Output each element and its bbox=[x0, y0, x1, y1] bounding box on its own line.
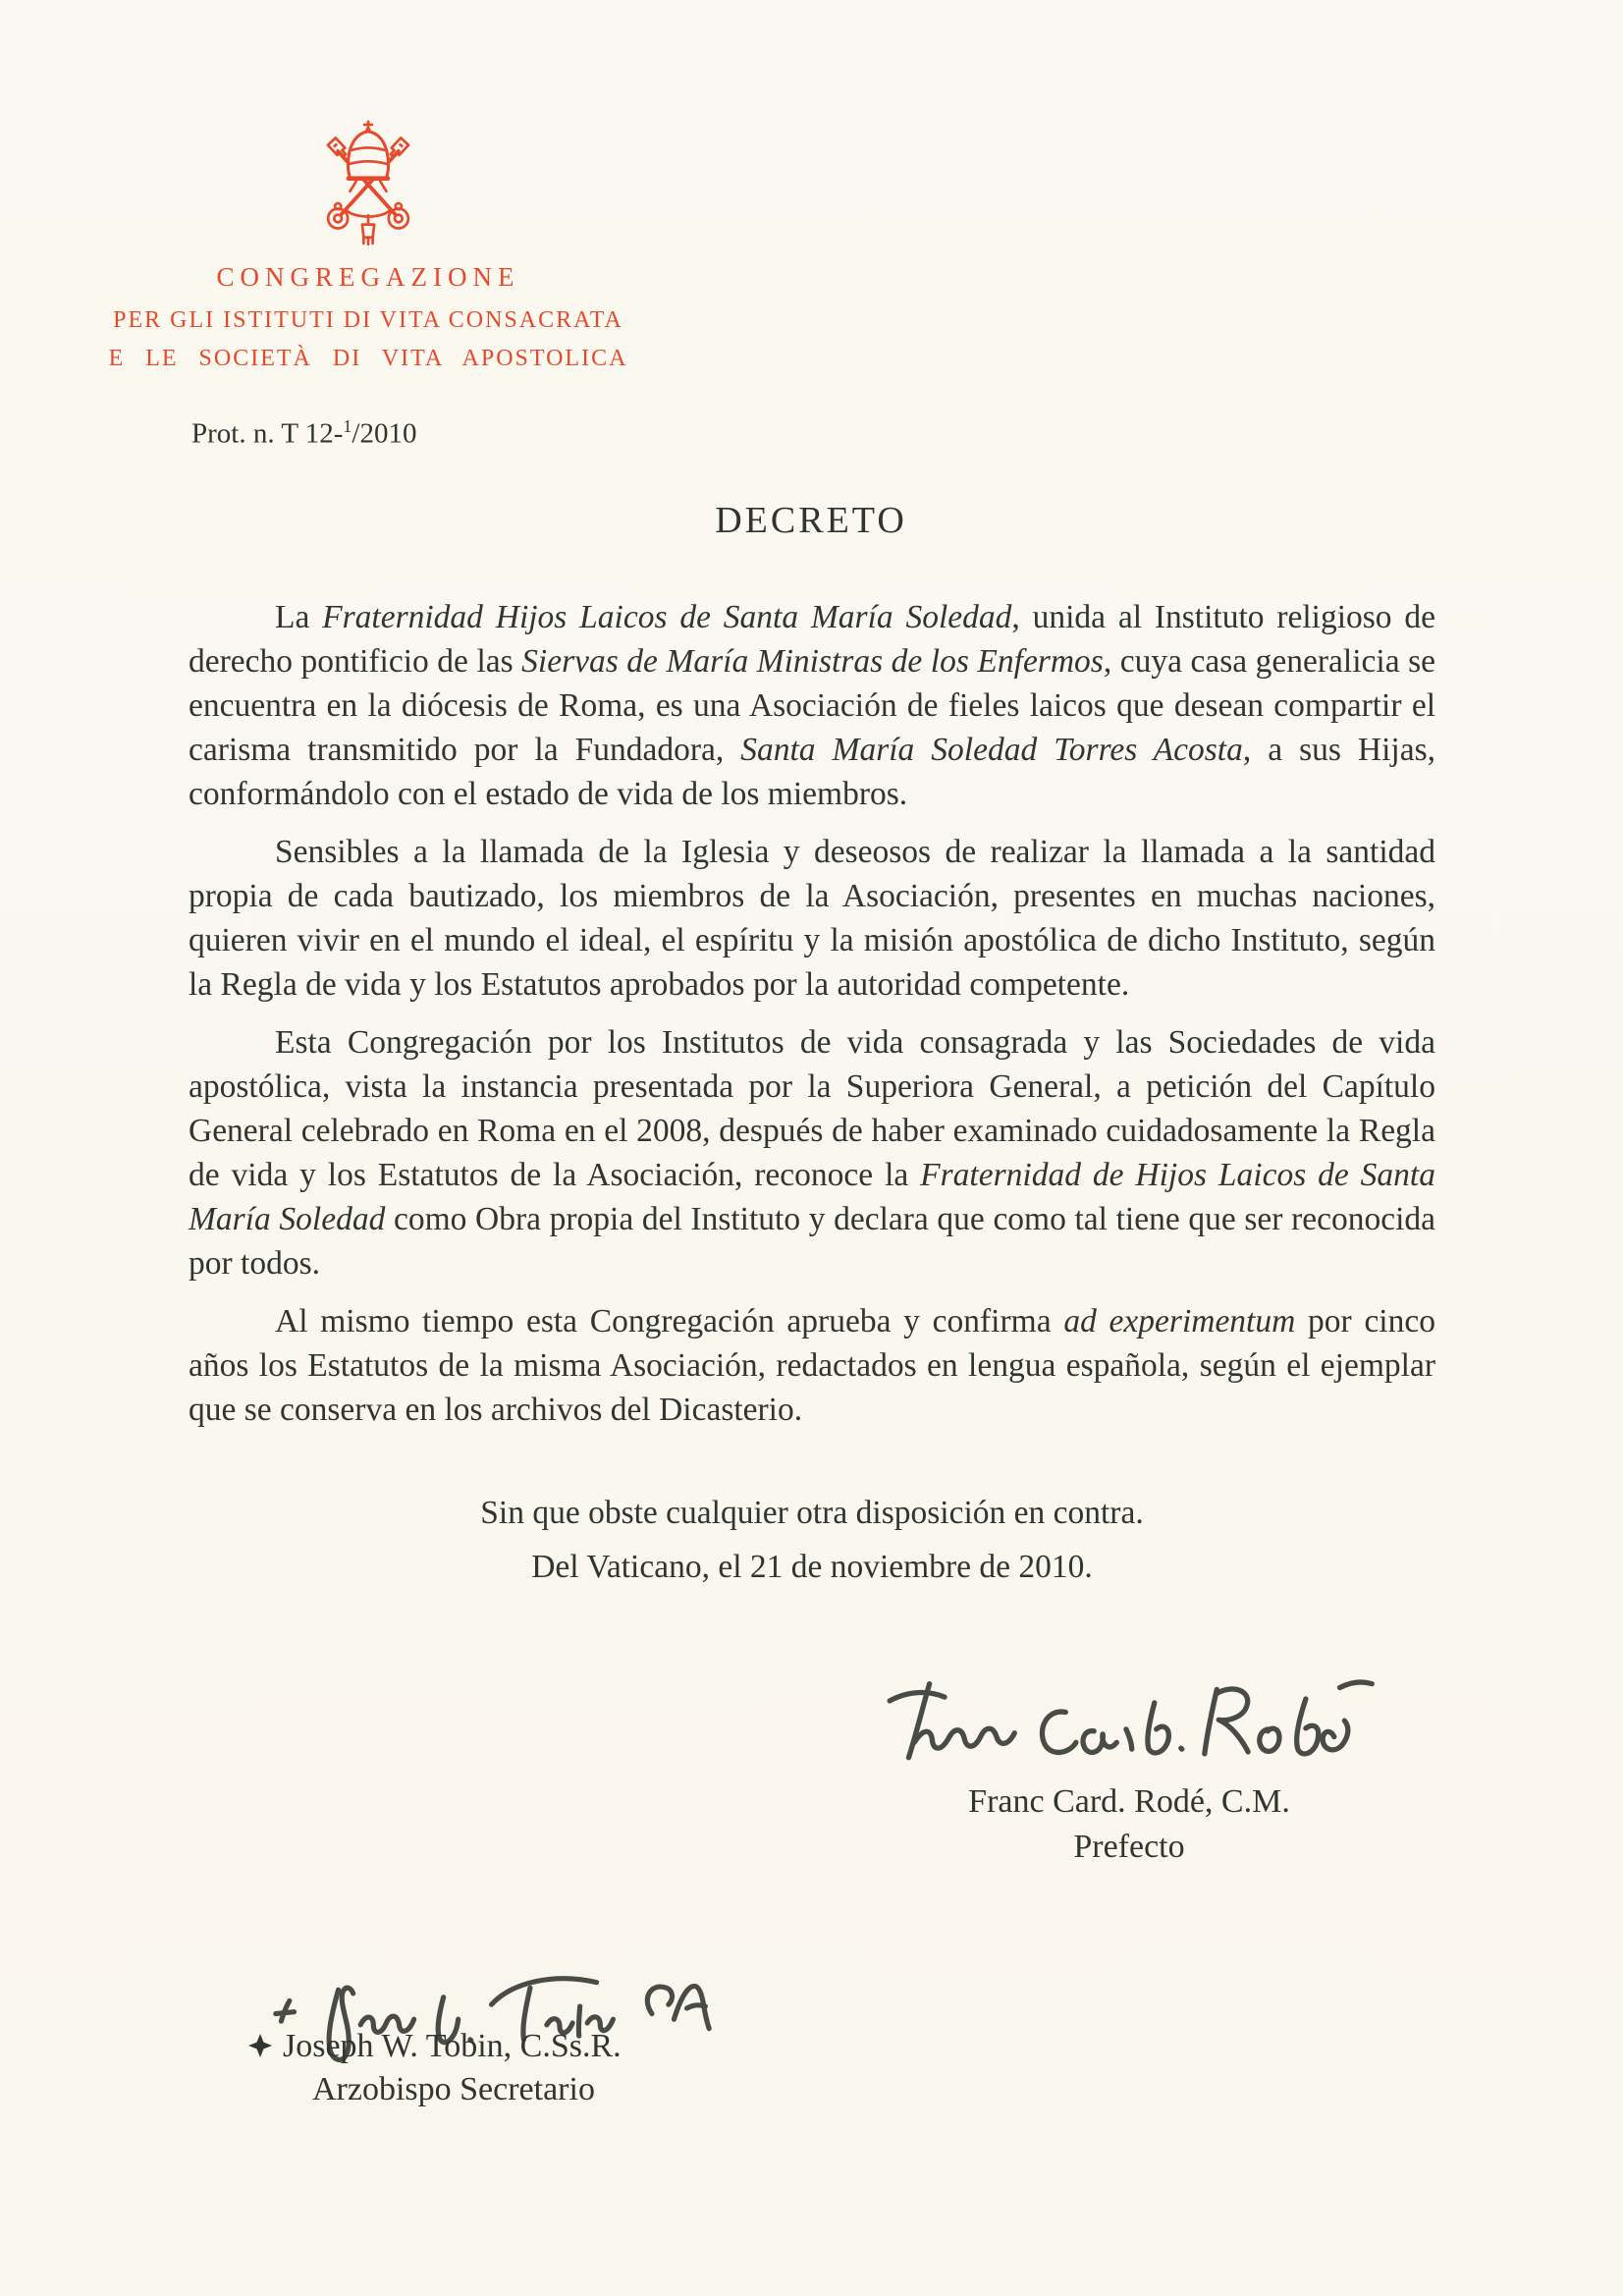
body-paragraph bbox=[189, 1299, 1435, 1432]
italic-run: Santa María Soledad Torres Acosta bbox=[740, 732, 1243, 768]
text-run: , unida al Instituto religioso de derecho pontificio de las bbox=[189, 599, 1435, 680]
protocol-superscript: 1 bbox=[343, 416, 352, 436]
closing-line-2: Del Vaticano, el 21 de noviembre de 2010. bbox=[531, 1549, 1093, 1585]
document-title: DECRETO bbox=[715, 500, 907, 541]
body-text bbox=[189, 595, 1435, 1446]
body-paragraph bbox=[189, 1020, 1435, 1285]
letterhead-line-3: E LE SOCIETÀ DI VITA APOSTOLICA bbox=[108, 346, 628, 371]
prefect-typed-name: Franc Card. Rodé, C.M. bbox=[968, 1783, 1290, 1820]
handwritten-signature-rode bbox=[869, 1667, 1380, 1783]
italic-run: ad experimentum bbox=[1063, 1303, 1296, 1339]
text-run: como Obra propia del Instituto y declara que como tal tiene que ser reconocida por todos. bbox=[189, 1201, 1436, 1282]
text-run: , a sus Hijas, conformándolo con el estado de vida de los miembros. bbox=[189, 732, 1435, 812]
text-run: por cinco años los Estatutos de la misma Asociación, redactados en lengua española, según el ejemplar que se conserva en los archivos del Dicasterio. bbox=[189, 1303, 1435, 1428]
text-run: , cuya casa generalicia se encuentra en la diócesis de Roma, es una Asociación de fieles laicos que desean compartir el carisma transmitido por la Fundadora, bbox=[189, 643, 1435, 768]
papal-tiara-crossed-keys-icon bbox=[315, 118, 421, 246]
italic-run: Fraternidad de Hijos Laicos de Santa María Soledad bbox=[189, 1157, 1435, 1237]
secretary-typed-name: Joseph W. Tobin, C.Ss.R. bbox=[283, 2028, 622, 2064]
text-run: La bbox=[275, 599, 323, 635]
closing-line-1: Sin que obste cualquier otra disposición en contra. bbox=[480, 1495, 1144, 1531]
secretary-typed-line bbox=[247, 2025, 622, 2068]
body-paragraph bbox=[189, 595, 1435, 816]
episcopal-cross-icon bbox=[247, 2033, 273, 2058]
italic-run: Siervas de María Ministras de los Enfermos bbox=[521, 643, 1104, 680]
signature-block-secretary bbox=[247, 2025, 622, 2111]
signature-block-prefect bbox=[835, 1779, 1424, 1870]
protocol-prefix: Prot. n. T 12- bbox=[191, 417, 344, 450]
text-run: Al mismo tiempo esta Congregación aprueba y confirma bbox=[275, 1303, 1064, 1339]
letterhead-line-2: PER GLI ISTITUTI DI VITA CONSACRATA bbox=[113, 307, 623, 333]
letterhead-line-1: CONGREGAZIONE bbox=[216, 262, 520, 292]
text-run: Esta Congregación por los Institutos de vida consagrada y las Sociedades de vida apostólica, vista la instancia presentada por la Superiora General, a petición del Capítulo General celebrado en Roma en el 2008, después de haber examinado cuidadosamente la Regla de vida y los Estatutos de la Asociación, reconoce la bbox=[189, 1024, 1435, 1193]
secretary-role: Arzobispo Secretario bbox=[312, 2071, 595, 2107]
italic-run: Fraternidad Hijos Laicos de Santa María Soledad bbox=[322, 599, 1012, 635]
letterhead bbox=[88, 118, 648, 372]
prefect-role: Prefecto bbox=[1073, 1829, 1185, 1865]
text-run: Sensibles a la llamada de la Iglesia y deseosos de realizar la llamada a la santidad propia de cada bautizado, los miembros de la Asociación, presentes en muchas naciones, quieren vivir en el mundo el ideal, el espíritu y la misión apostólica de dicho Instituto, según la Regla de vida y los Estatutos aprobados por la autoridad competente. bbox=[189, 834, 1435, 1003]
body-paragraph bbox=[189, 830, 1435, 1007]
closing-block bbox=[189, 1491, 1435, 1599]
protocol-suffix: /2010 bbox=[352, 417, 417, 450]
protocol-number bbox=[191, 416, 416, 451]
